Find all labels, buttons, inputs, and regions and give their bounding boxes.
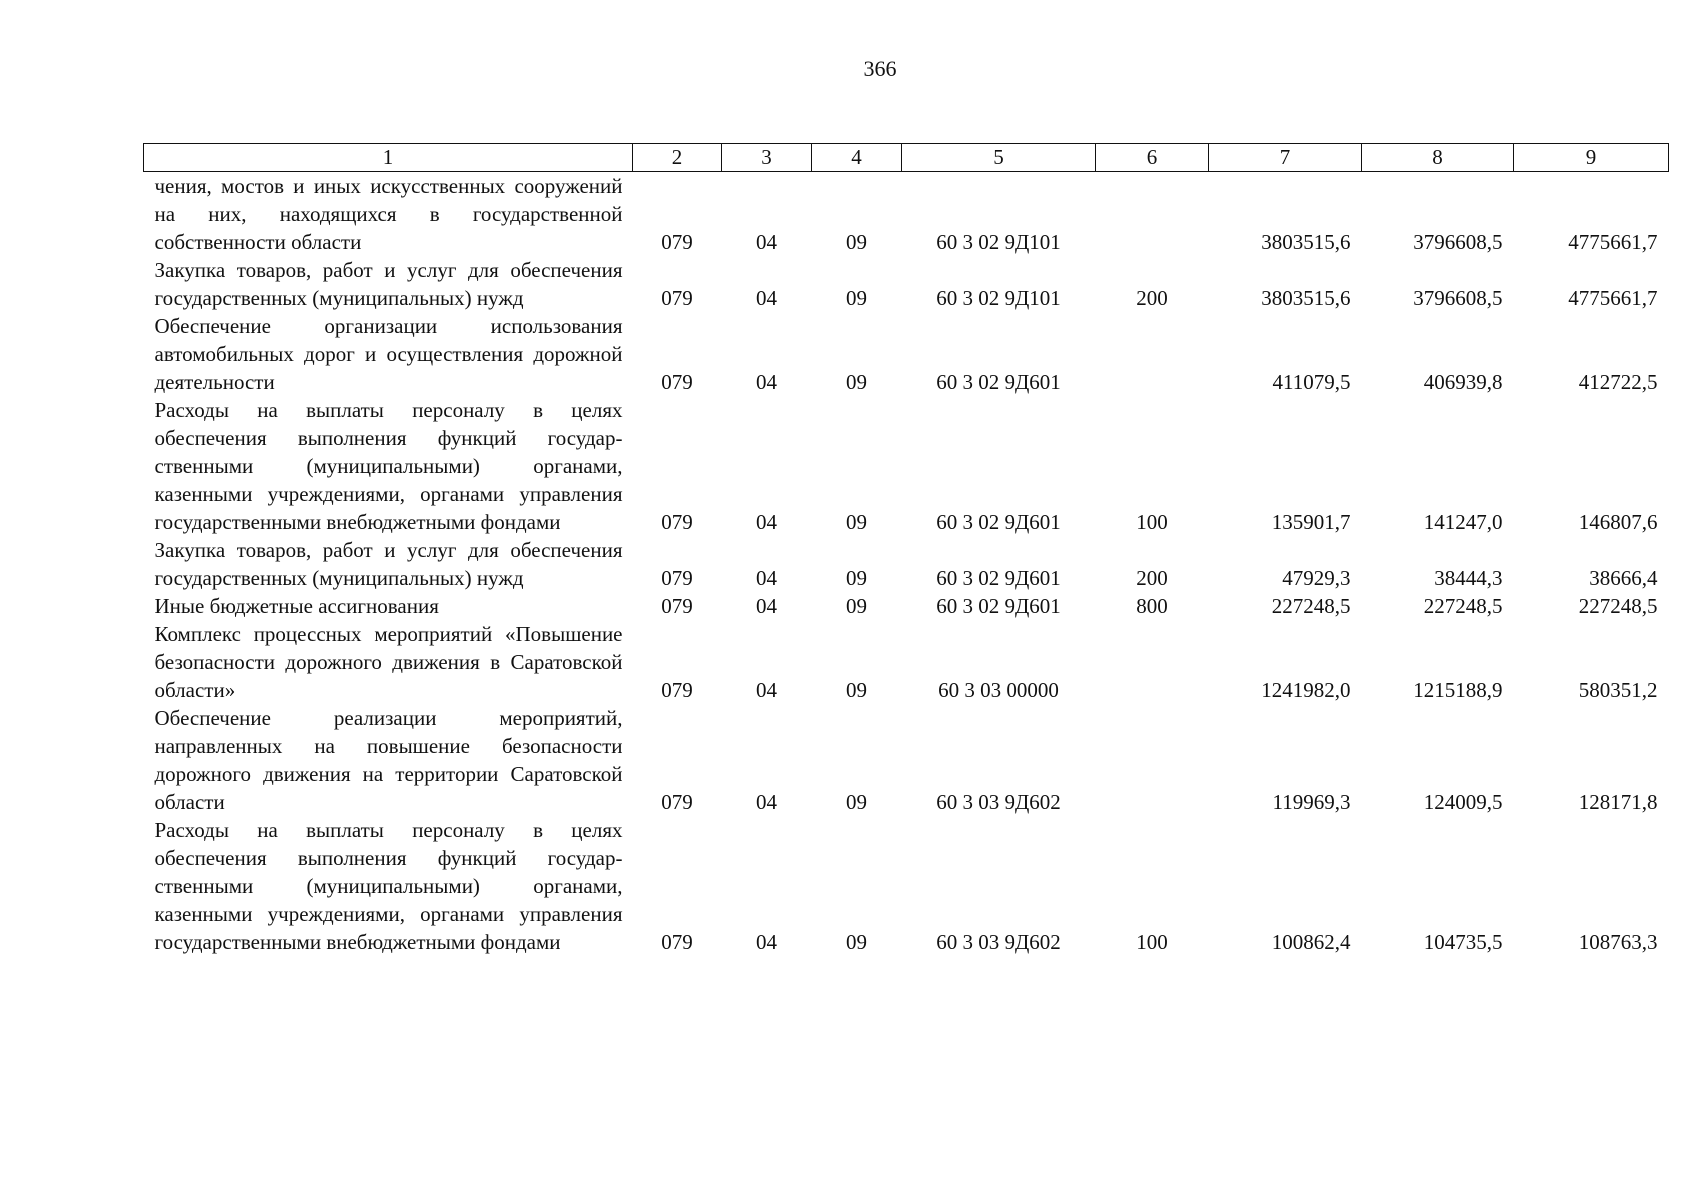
row-code-3: 04 xyxy=(756,370,777,394)
row-code-4: 09 xyxy=(846,286,867,310)
row-value-8: 227248,5 xyxy=(1423,594,1503,618)
table-row xyxy=(144,620,1669,704)
column-header-8: 8 xyxy=(1362,144,1514,172)
row-name: Расходы на выплаты персоналу в целях обеспечения выполнения функций государственными (муниципальными) органами, казенными учреждениями, органами управления государственными внебюджетными фондами xyxy=(154,818,623,954)
row-code-2: 079 xyxy=(661,594,693,618)
row-code-2: 079 xyxy=(661,370,693,394)
table-row xyxy=(144,396,1669,536)
row-code-6: 200 xyxy=(1136,286,1168,310)
row-code-5: 60 3 02 9Д101 xyxy=(936,286,1061,310)
column-header-9: 9 xyxy=(1514,144,1669,172)
row-value-7: 119969,3 xyxy=(1272,790,1351,814)
row-value-9: 146807,6 xyxy=(1578,510,1658,534)
table-row xyxy=(144,536,1669,592)
table-row xyxy=(144,592,1669,620)
row-code-5: 60 3 03 9Д602 xyxy=(936,790,1061,814)
row-code-6 xyxy=(1096,704,1209,816)
row-code-3: 04 xyxy=(756,930,777,954)
row-name: Иные бюджетные ассигнования xyxy=(154,594,439,618)
row-code-4: 09 xyxy=(846,566,867,590)
row-code-3: 04 xyxy=(756,566,777,590)
row-value-8: 1215188,9 xyxy=(1413,678,1503,702)
row-code-5: 60 3 02 9Д601 xyxy=(936,510,1061,534)
row-code-4: 09 xyxy=(846,370,867,394)
row-value-8: 3796608,5 xyxy=(1413,286,1503,310)
column-header-7: 7 xyxy=(1209,144,1362,172)
row-value-7: 100862,4 xyxy=(1271,930,1351,954)
row-code-5: 60 3 03 00000 xyxy=(938,678,1059,702)
row-code-4: 09 xyxy=(846,790,867,814)
column-header-4: 4 xyxy=(812,144,902,172)
row-code-2: 079 xyxy=(661,510,693,534)
row-code-4: 09 xyxy=(846,230,867,254)
row-code-6: 200 xyxy=(1136,566,1168,590)
row-code-3: 04 xyxy=(756,594,777,618)
row-value-8: 104735,5 xyxy=(1423,930,1503,954)
row-code-6: 100 xyxy=(1136,930,1168,954)
row-value-8: 3796608,5 xyxy=(1413,230,1503,254)
budget-table xyxy=(143,143,1669,956)
row-code-2: 079 xyxy=(661,790,693,814)
column-header-3: 3 xyxy=(722,144,812,172)
column-header-5: 5 xyxy=(902,144,1096,172)
row-code-2: 079 xyxy=(661,678,693,702)
row-value-9: 4775661,7 xyxy=(1568,230,1658,254)
row-name: Закупка товаров, работ и услуг для обеспечения государственных (муниципальных) нужд xyxy=(154,258,623,310)
row-value-7: 411079,5 xyxy=(1272,370,1351,394)
row-code-6: 800 xyxy=(1136,594,1168,618)
row-value-9: 412722,5 xyxy=(1578,370,1658,394)
table-header-row xyxy=(144,144,1669,172)
row-code-5: 60 3 03 9Д602 xyxy=(936,930,1061,954)
column-header-6: 6 xyxy=(1096,144,1209,172)
row-value-7: 1241982,0 xyxy=(1261,678,1351,702)
row-name: Комплекс процессных мероприятий «Повышение безопасности дорожного движения в Саратовской области» xyxy=(154,622,623,702)
row-value-7: 47929,3 xyxy=(1282,566,1351,590)
table-row xyxy=(144,704,1669,816)
row-code-5: 60 3 02 9Д601 xyxy=(936,566,1061,590)
row-value-9: 128171,8 xyxy=(1578,790,1658,814)
row-code-3: 04 xyxy=(756,286,777,310)
row-value-9: 108763,3 xyxy=(1578,930,1658,954)
row-code-6 xyxy=(1096,312,1209,396)
row-value-9: 580351,2 xyxy=(1578,678,1658,702)
row-code-6: 100 xyxy=(1136,510,1168,534)
page-number: 366 xyxy=(863,56,897,81)
row-value-8: 141247,0 xyxy=(1423,510,1503,534)
row-name: Расходы на выплаты персоналу в целях обеспечения выполнения функций государственными (муниципальными) органами, казенными учреждениями, органами управления государственными внебюджетными фондами xyxy=(154,398,623,534)
row-name: Обеспечение реализации мероприятий, направленных на повышение безопасности дорожного движения на территории Саратовской области xyxy=(154,706,623,814)
row-code-5: 60 3 02 9Д601 xyxy=(936,370,1061,394)
row-code-4: 09 xyxy=(846,510,867,534)
row-value-7: 3803515,6 xyxy=(1261,230,1351,254)
row-code-3: 04 xyxy=(756,678,777,702)
row-name: чения, мостов и иных искусственных сооружений на них, находящихся в государственной собственности области xyxy=(154,174,623,254)
row-code-6 xyxy=(1096,620,1209,704)
table-row xyxy=(144,172,1669,257)
table-row xyxy=(144,312,1669,396)
row-code-5: 60 3 02 9Д101 xyxy=(936,230,1061,254)
table-row xyxy=(144,256,1669,312)
row-code-3: 04 xyxy=(756,230,777,254)
row-value-7: 3803515,6 xyxy=(1261,286,1351,310)
row-code-4: 09 xyxy=(846,930,867,954)
table-row xyxy=(144,816,1669,956)
row-code-2: 079 xyxy=(661,286,693,310)
row-value-7: 227248,5 xyxy=(1271,594,1351,618)
column-header-2: 2 xyxy=(633,144,722,172)
row-value-7: 135901,7 xyxy=(1271,510,1351,534)
row-code-2: 079 xyxy=(661,930,693,954)
row-code-3: 04 xyxy=(756,510,777,534)
row-code-6 xyxy=(1096,172,1209,257)
row-code-2: 079 xyxy=(661,566,693,590)
row-value-8: 38444,3 xyxy=(1434,566,1503,590)
row-code-2: 079 xyxy=(661,230,693,254)
row-code-3: 04 xyxy=(756,790,777,814)
row-name: Обеспечение организации использования автомобильных дорог и осуществления дорожной деятельности xyxy=(154,314,623,394)
row-value-8: 406939,8 xyxy=(1423,370,1503,394)
column-header-1: 1 xyxy=(144,144,633,172)
row-name: Закупка товаров, работ и услуг для обеспечения государственных (муниципальных) нужд xyxy=(154,538,623,590)
row-code-4: 09 xyxy=(846,678,867,702)
row-value-9: 38666,4 xyxy=(1589,566,1658,590)
row-value-9: 4775661,7 xyxy=(1568,286,1658,310)
row-code-4: 09 xyxy=(846,594,867,618)
row-value-8: 124009,5 xyxy=(1423,790,1503,814)
row-code-5: 60 3 02 9Д601 xyxy=(936,594,1061,618)
row-value-9: 227248,5 xyxy=(1578,594,1658,618)
